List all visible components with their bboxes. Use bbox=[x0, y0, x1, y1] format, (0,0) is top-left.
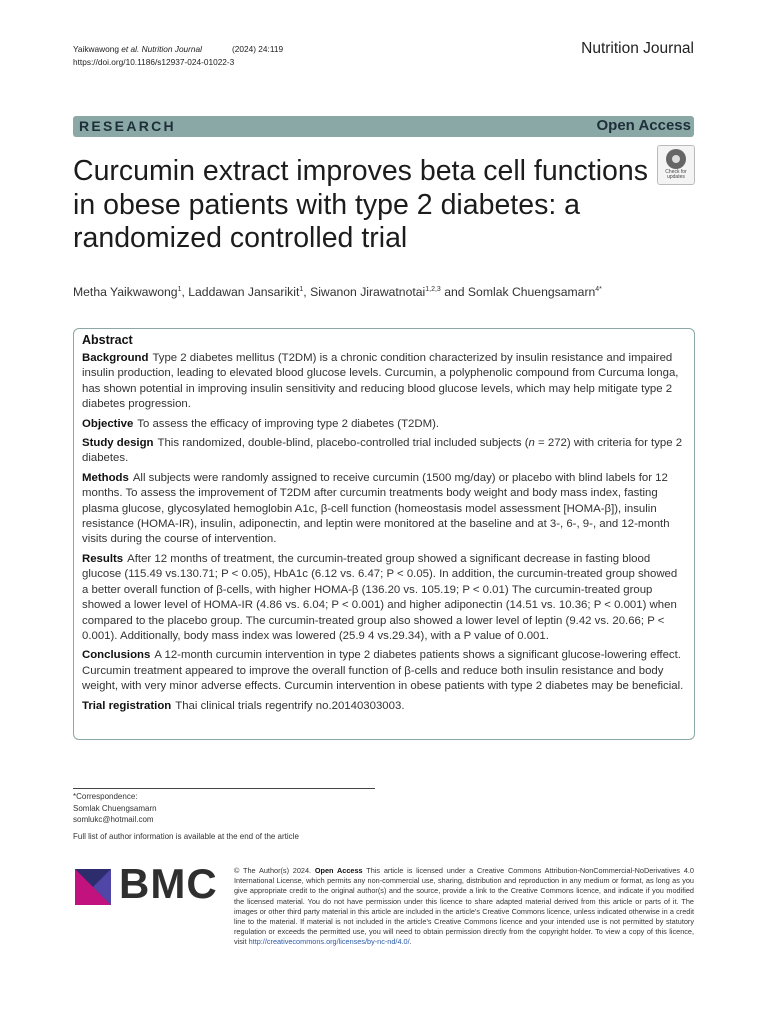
author-separator: and bbox=[440, 285, 468, 299]
license-open-access: Open Access bbox=[314, 866, 363, 875]
abstract-trial-registration bbox=[82, 699, 685, 714]
abstract-box bbox=[73, 328, 695, 740]
trial-registration-label: Trial registration bbox=[82, 699, 172, 712]
license-statement bbox=[234, 866, 694, 948]
check-for-updates-badge[interactable] bbox=[657, 145, 695, 185]
author-affiliation: 1,2,3 bbox=[425, 285, 441, 293]
background-text: Type 2 diabetes mellitus (T2DM) is a chronic condition characterized by insulin resistance and impaired insulin production, leading to elevated blood glucose levels. Curcumin, a polyphenolic compound from Curcuma longa, has shown potential in improving insulin sensitivity and reducing blood glucose levels, which may help mitigate type 2 diabetes progression. bbox=[82, 352, 679, 411]
bmc-logo-icon bbox=[75, 869, 111, 905]
correspondence-name: Somlak Chuengsamarn bbox=[73, 803, 157, 813]
article-title: Curcumin extract improves beta cell functions in obese patients with type 2 diabetes: a randomized controlled trial bbox=[73, 155, 648, 254]
citation-authors: Yaikwawong bbox=[73, 44, 122, 54]
check-for-updates-icon bbox=[666, 149, 686, 169]
trial-registration-text: Thai clinical trials regentrify no.20140303003. bbox=[175, 699, 405, 712]
author-affiliation: 1 bbox=[299, 285, 304, 293]
abstract-objective bbox=[82, 417, 685, 432]
article-type-label: RESEARCH bbox=[79, 118, 176, 134]
check-for-updates-label: Check for updates bbox=[665, 169, 687, 180]
abstract-methods bbox=[82, 471, 685, 548]
license-url-link[interactable]: http://creativecommons.org/licenses/by-nc-nd/4.0/ bbox=[248, 937, 410, 947]
abstract-heading: Abstract bbox=[82, 333, 133, 347]
objective-text: To assess the efficacy of improving type 2 diabetes (T2DM). bbox=[137, 417, 440, 430]
bmc-logo bbox=[75, 860, 218, 907]
background-label: Background bbox=[82, 352, 149, 364]
study-design-text-end: = 272) with criteria for type 2 diabetes. bbox=[82, 437, 683, 465]
study-design-text: This randomized, double-blind, placebo-controlled trial included subjects ( bbox=[157, 437, 529, 450]
author-info-note: Full list of author information is available at the end of the article bbox=[73, 832, 299, 841]
author-separator: , bbox=[181, 285, 189, 299]
open-access-label: Open Access bbox=[596, 117, 691, 134]
author-name: Metha Yaikwawong bbox=[73, 285, 178, 299]
author-list bbox=[73, 285, 602, 299]
objective-label: Objective bbox=[82, 417, 134, 430]
results-label: Results bbox=[82, 552, 124, 565]
study-design-n: n bbox=[528, 437, 535, 450]
author-affiliation: 4* bbox=[595, 285, 602, 293]
license-copyright: © The Author(s) 2024. bbox=[234, 866, 315, 875]
author-name: Somlak Chuengsamarn bbox=[467, 285, 596, 299]
abstract-study-design bbox=[82, 436, 685, 467]
correspondence-email[interactable]: somlukc@hotmail.com bbox=[73, 815, 154, 824]
author-name: Siwanon Jirawatnotai bbox=[310, 285, 426, 299]
abstract-background bbox=[82, 351, 685, 413]
author-affiliation: 1 bbox=[177, 285, 182, 293]
journal-name: Nutrition Journal bbox=[581, 40, 694, 57]
study-design-label: Study design bbox=[82, 437, 154, 450]
bmc-logo-text: BMC bbox=[119, 860, 218, 907]
conclusions-text: A 12-month curcumin intervention in type 2 diabetes patients shows a significant glucose-lowering effect. Curcumin treatment appeared to improve the overall function of β-cells and reduce both insulin resistance and body weight, with very minor adverse effects. Curcumin intervention in obese patients with type 2 diabetes may be beneficial. bbox=[82, 649, 684, 693]
correspondence-label: *Correspondence: bbox=[73, 792, 138, 801]
abstract-conclusions bbox=[82, 648, 685, 694]
methods-text: All subjects were randomly assigned to receive curcumin (1500 mg/day) or placebo with blind labels for 12 months. To assess the improvement of T2DM after curcumin treatments body weight and body mass index, fasting plasma glucose, glycosylated hemoglobin A1c, β-cell function (homeostasis model assessment [HOMA-β]), insulin resistance (HOMA-IR), insulin, adiponectin, and leptin were monitored at the baseline and at 3-, 6-, 9-, and 12-month visits during the course of intervention. bbox=[82, 471, 670, 546]
article-type-banner bbox=[73, 116, 694, 137]
license-text: This article is licensed under a Creative Commons Attribution-NonCommercial-NoDerivatives 4.0 International License, which permits any non-commercial use, sharing, distribution and reproduction in any medium or format, as long as you give appropriate credit to the original author(s) and the source, provide a link to the Creative Commons licence, and indicate if you modified the licensed material. You do not have permission under this licence to share adapted material derived from this article or parts of it. The images or other third party material in this article are included in the article's Creative Commons licence, unless indicated otherwise in a credit line to the material. If material is not included in the article's Creative Commons licence and your intended use is not permitted by statutory regulation or exceeds the permitted use, you will need to obtain permission directly from the copyright holder. To view a copy of this licence, visit bbox=[234, 866, 694, 947]
author-separator: , bbox=[303, 285, 311, 299]
author-name: Laddawan Jansarikit bbox=[188, 285, 300, 299]
methods-label: Methods bbox=[82, 471, 129, 484]
citation-journal: Nutrition Journal bbox=[141, 44, 203, 54]
citation-etal: et al. bbox=[121, 44, 140, 54]
abstract-results bbox=[82, 552, 685, 644]
conclusions-label: Conclusions bbox=[82, 649, 151, 662]
citation-year-volume: (2024) 24:119 bbox=[232, 44, 284, 54]
correspondence-block bbox=[73, 791, 157, 826]
results-text: After 12 months of treatment, the curcumin-treated group showed a significant decrease in fasting blood glucose (115.49 vs.130.71; P < 0.05), HbA1c (6.12 vs. 6.47; P < 0.05). In addition, the curcumin-treated group showed a better overall function of β-cells, with higher HOMA-β (136.20 vs. 105.19; P < 0.01) The curcumin-treated group showed a lower level of HOMA-IR (4.86 vs. 6.04; P < 0.001) and higher adiponectin (14.51 vs. 10.36; P < 0.001) when compared to the placebo group. The curcumin-treated group also showed a lower level of leptin (9.42 vs. 20.66; P < 0.001). Additionally, body mass index was lowered (25.9 4 vs.29.34), with a P value of 0.001. bbox=[82, 552, 678, 642]
doi-link[interactable]: https://doi.org/10.1186/s12937-024-01022-3 bbox=[73, 56, 235, 67]
running-header bbox=[73, 43, 283, 68]
license-end: . bbox=[409, 937, 412, 947]
footnote-divider bbox=[73, 788, 375, 789]
